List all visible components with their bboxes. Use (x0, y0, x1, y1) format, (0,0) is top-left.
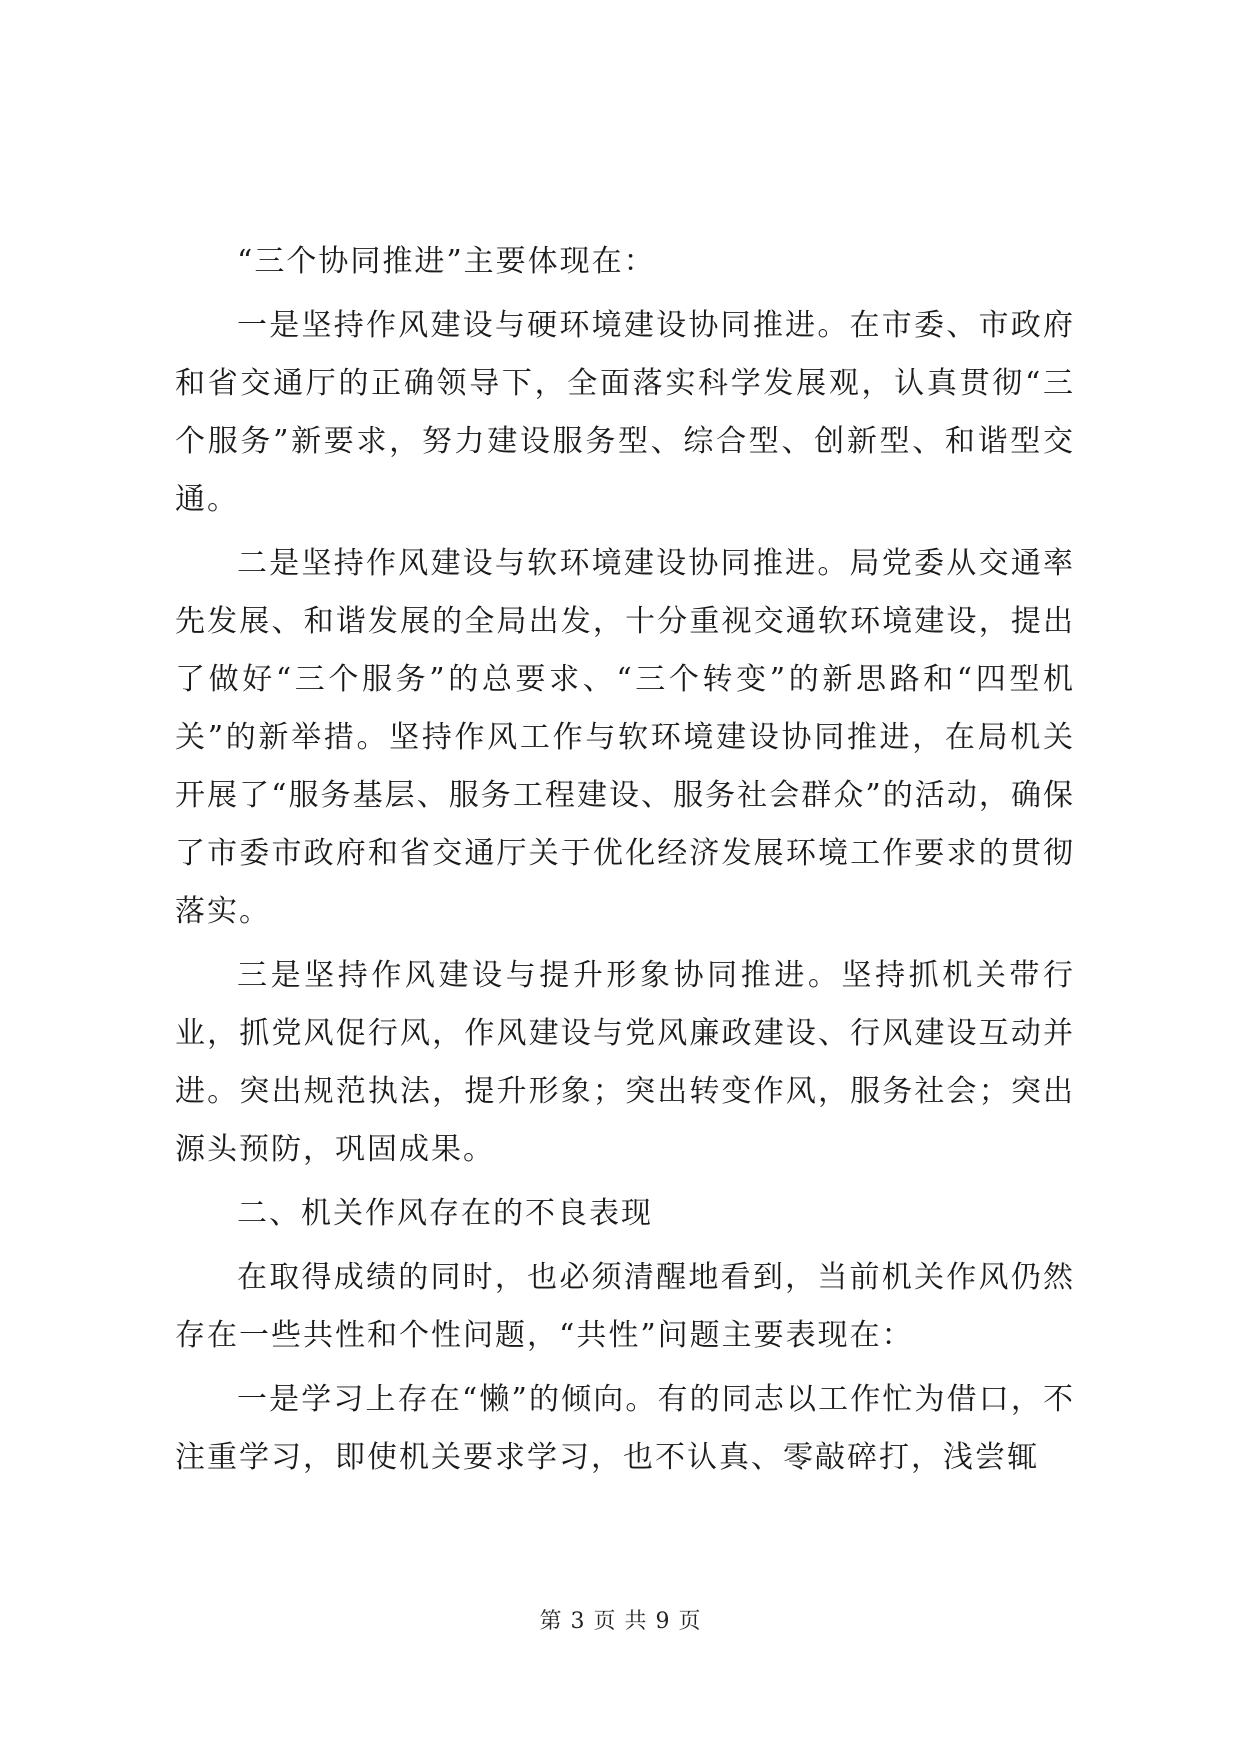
paragraph-problems-intro: 在取得成绩的同时，也必须清醒地看到，当前机关作风仍然存在一些共性和个性问题，“共性”问题主要表现在： (175, 1260, 1075, 1353)
paragraph-point-three: 三是坚持作风建设与提升形象协同推进。坚持抓机关带行业，抓党风促行风，作风建设与党风廉政建设、行风建设互动并进。突出规范执法，提升形象；突出转变作风，服务社会；突出源头预防，巩固成果。 (175, 958, 1075, 1167)
paragraph-problem-one: 一是学习上存在“懒”的倾向。有的同志以工作忙为借口，不注重学习，即使机关要求学习，也不认真、零敲碎打，浅尝辄 (175, 1382, 1075, 1475)
paragraph-intro: “三个协同推进”主要体现在： (237, 244, 656, 279)
paragraph-point-two: 二是坚持作风建设与软环境建设协同推进。局党委从交通率先发展、和谐发展的全局出发，十分重视交通软环境建设，提出了做好“三个服务”的总要求、“三个转变”的新思路和“四型机关”的新举措。坚持作风工作与软环境建设协同推进，在局机关开展了“服务基层、服务工程建设、服务社会群众”的活动，确保了市委市政府和省交通厅关于优化经济发展环境工作要求的贯彻落实。 (175, 546, 1075, 929)
section-heading: 二、机关作风存在的不良表现 (237, 1196, 653, 1231)
page-number-footer: 第 3 页 共 9 页 (539, 1609, 702, 1634)
paragraph-point-one: 一是坚持作风建设与硬环境建设协同推进。在市委、市政府和省交通厅的正确领导下，全面落实科学发展观，认真贯彻“三个服务”新要求，努力建设服务型、综合型、创新型、和谐型交通。 (175, 308, 1075, 517)
document-body (175, 233, 1075, 1493)
